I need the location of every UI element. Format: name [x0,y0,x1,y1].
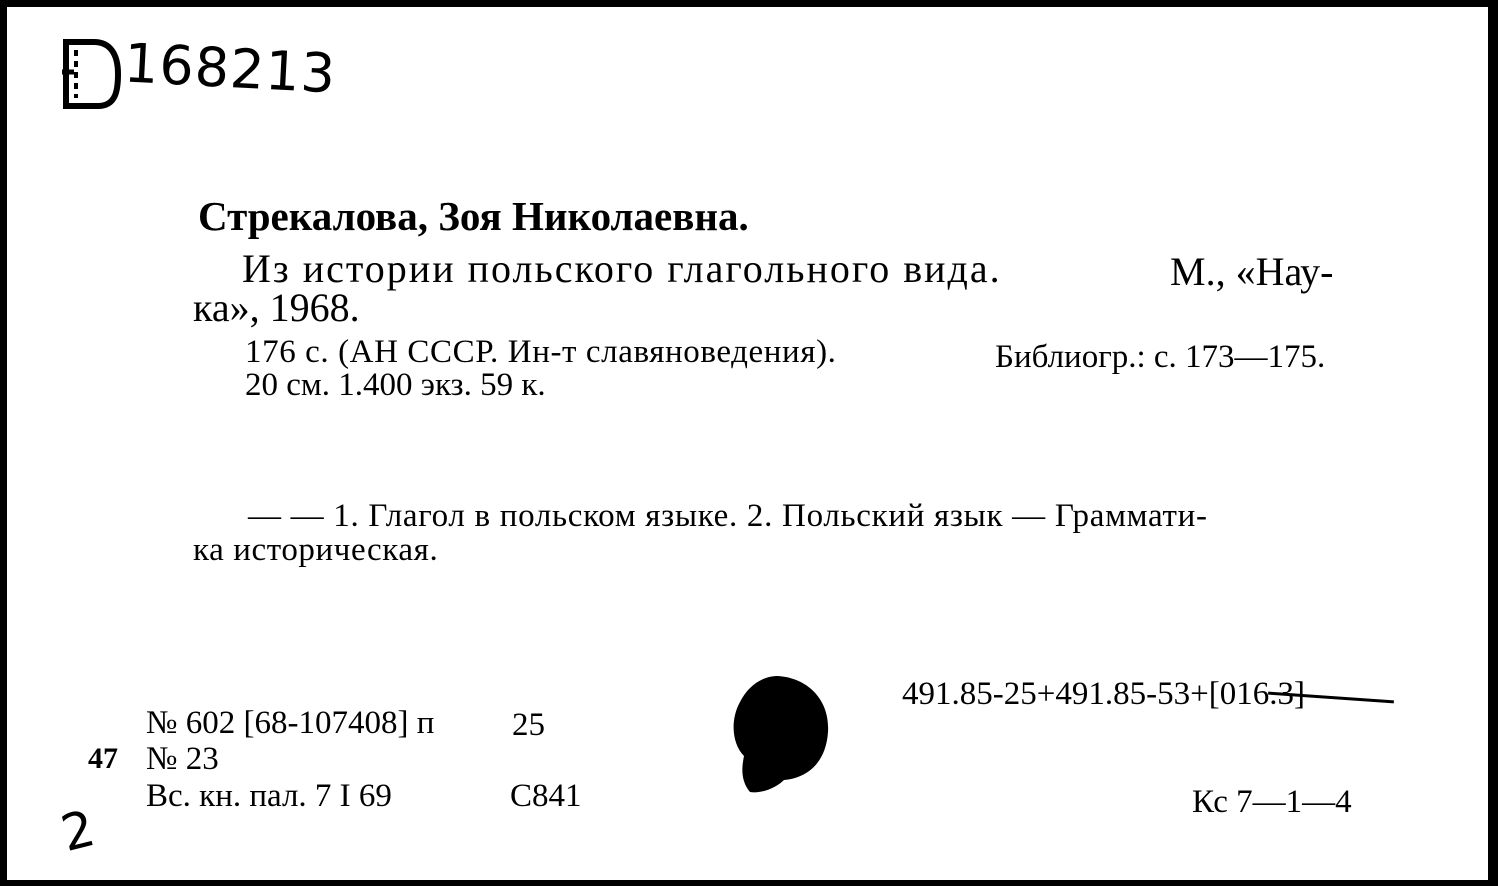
bibliography-note: Библиогр.: с. 173—175. [995,339,1326,375]
imprint-place: М., «Нау- [1170,249,1334,294]
library-stamp-icon [58,32,124,114]
card-border-top [0,0,1498,7]
card-code: С841 [510,778,582,814]
subjects-line-1: — — 1. Глагол в польском языке. 2. Польский язык — Граммати- [248,498,1208,534]
card-border-left [0,0,7,886]
record-copies: 25 [512,707,545,743]
card-border-bottom [0,880,1498,886]
kc-index: Кс 7—1—4 [1192,784,1352,820]
record-number: № 602 [68-107408] п [146,705,435,741]
classification-index: 491.85-25+491.85-53+[016.3] [902,676,1305,712]
title-line-2: ка», 1968. [193,285,360,330]
punch-hole-icon [728,670,834,800]
title-line-1: Из истории польского глагольного вида. [242,246,1002,291]
author-heading: Стрекалова, Зоя Николаевна. [198,193,749,239]
accession-number: 168213 [122,31,338,106]
physical-description-line-1: 176 с. (АН СССР. Ин-т славяноведения). [245,334,837,370]
handwritten-mark: 2 [55,799,101,863]
margin-number: 47 [88,742,118,775]
book-chamber-date: Вс. кн. пал. 7 I 69 [146,778,392,814]
card-border-right [1488,0,1498,886]
subjects-line-2: ка историческая. [193,532,439,568]
physical-description-line-2: 20 см. 1.400 экз. 59 к. [245,367,546,403]
record-issue: № 23 [146,741,219,777]
